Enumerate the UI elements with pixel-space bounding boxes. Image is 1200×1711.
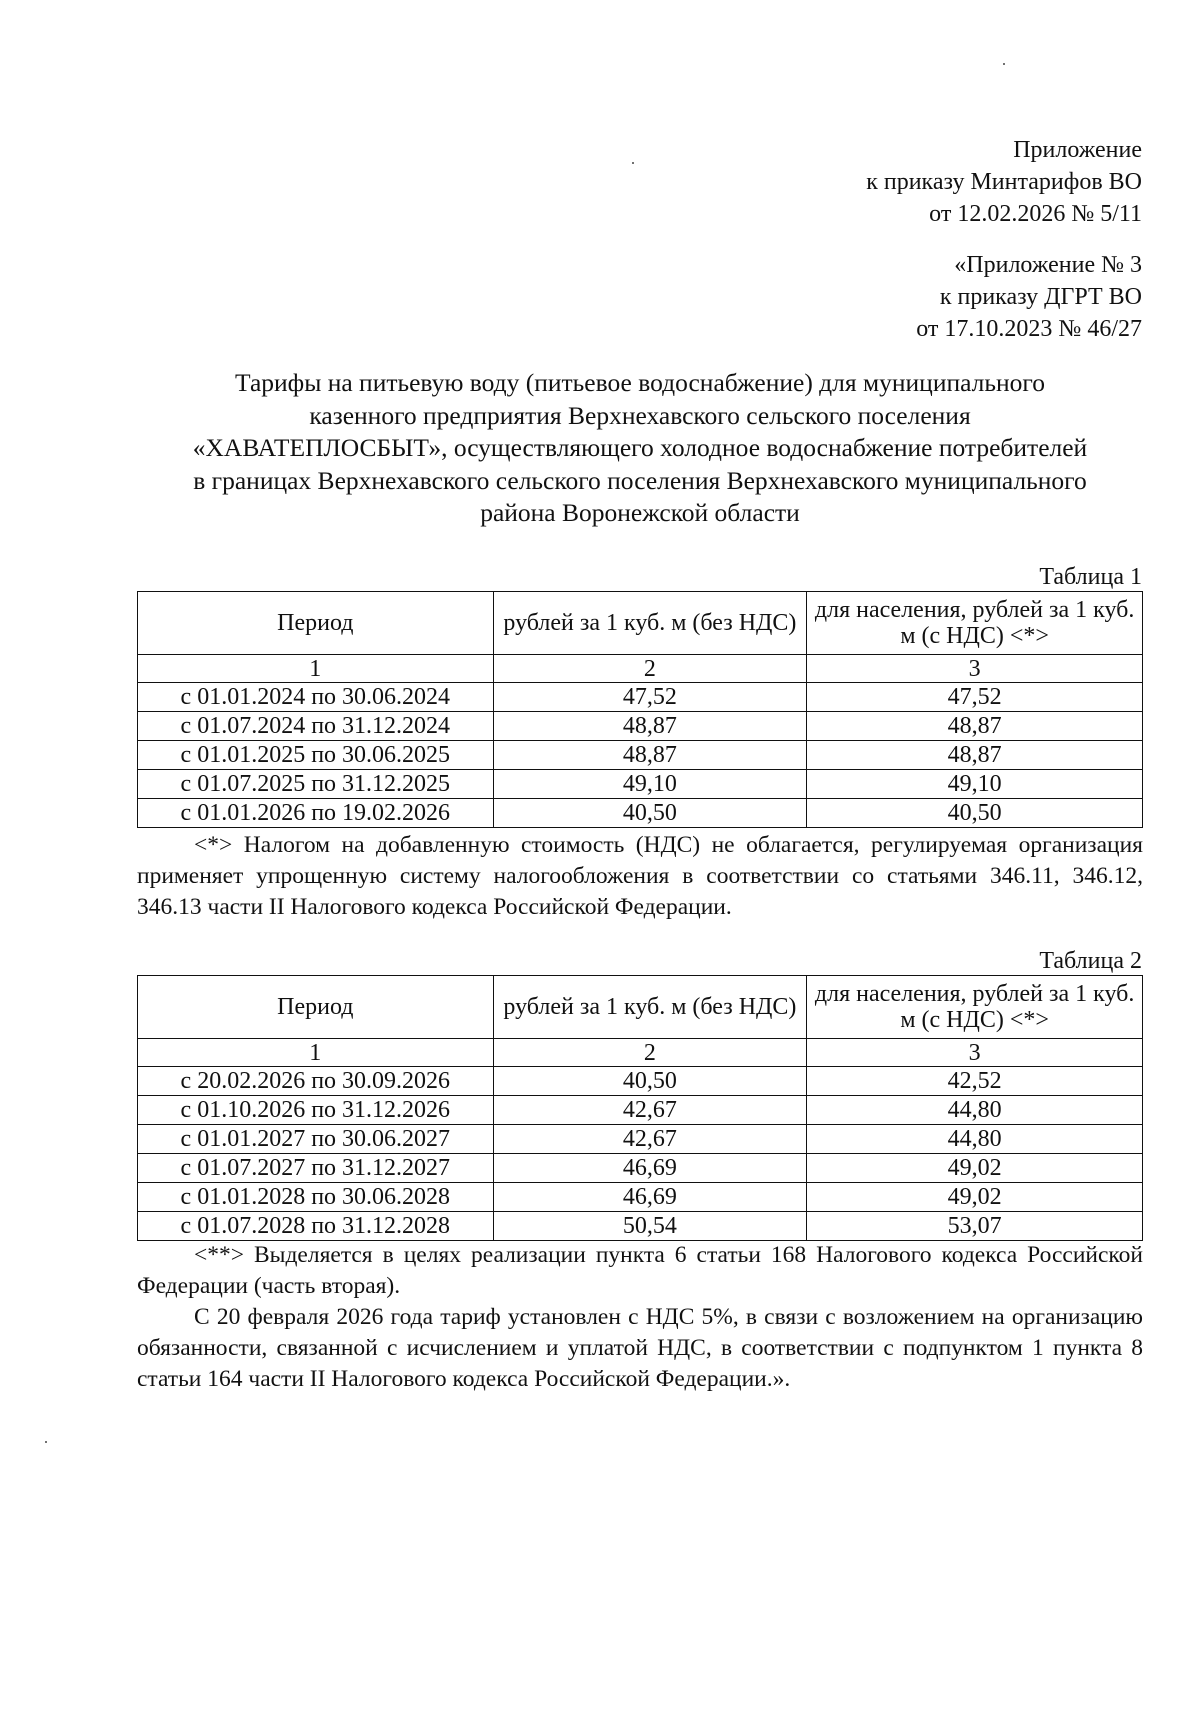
tariff-cell: 46,69 — [493, 1154, 807, 1183]
population-tariff-cell: 48,87 — [807, 741, 1143, 770]
column-number: 3 — [807, 655, 1143, 683]
column-header-population: для населения, рублей за 1 куб. м (с НДС) <*> — [807, 592, 1143, 655]
tariff-cell: 47,52 — [493, 683, 807, 712]
table1-footnote — [137, 830, 1143, 923]
period-cell: с 20.02.2026 по 30.09.2026 — [138, 1067, 494, 1096]
column-number: 2 — [493, 655, 807, 683]
table2-caption: Таблица 2 — [1039, 948, 1142, 974]
column-header-population: для населения, рублей за 1 куб. м (с НДС) <*> — [807, 976, 1143, 1039]
vat-rate-note: С 20 февраля 2026 года тариф установлен с НДС 5%, в связи с возложением на организацию обязанности, связанной с исчислением и уплатой НДС, в соответствии с подпунктом 1 пункта 8 статьи 164 части II Налогового кодекса Российской Федерации.». — [137, 1304, 1143, 1392]
column-number: 2 — [493, 1039, 807, 1067]
table1-caption: Таблица 1 — [1039, 564, 1142, 590]
tariff-cell: 48,87 — [493, 712, 807, 741]
appendix-line: Приложение — [1013, 137, 1142, 163]
table-row — [138, 741, 1143, 770]
vat-allocation-note: <**> Выделяется в целях реализации пункта 6 статьи 168 Налогового кодекса Российской Федерации (часть вторая). — [137, 1242, 1143, 1299]
table2-footnotes — [137, 1240, 1143, 1395]
population-tariff-cell: 49,10 — [807, 770, 1143, 799]
scan-speck — [45, 1441, 47, 1443]
period-cell: с 01.07.2024 по 31.12.2024 — [138, 712, 494, 741]
table-row — [138, 683, 1143, 712]
table-row — [138, 1125, 1143, 1154]
tariff-cell: 42,67 — [493, 1096, 807, 1125]
prior-appendix-line: от 17.10.2023 № 46/27 — [916, 316, 1142, 342]
prior-appendix-header — [916, 249, 1142, 345]
tariff-cell: 50,54 — [493, 1212, 807, 1241]
appendix-line: к приказу Минтарифов ВО — [866, 169, 1142, 195]
period-cell: с 01.01.2027 по 30.06.2027 — [138, 1125, 494, 1154]
column-number: 1 — [138, 655, 494, 683]
appendix-header — [866, 134, 1142, 230]
table-header-row — [138, 976, 1143, 1039]
tariff-cell: 46,69 — [493, 1183, 807, 1212]
period-cell: с 01.01.2025 по 30.06.2025 — [138, 741, 494, 770]
column-header-no-vat: рублей за 1 куб. м (без НДС) — [493, 592, 807, 655]
table-header-row — [138, 592, 1143, 655]
title-line: Тарифы на питьевую воду (питьевое водоснабжение) для муниципального — [235, 368, 1045, 397]
table-row — [138, 712, 1143, 741]
tariff-cell: 49,10 — [493, 770, 807, 799]
population-tariff-cell: 47,52 — [807, 683, 1143, 712]
scan-speck — [632, 162, 634, 164]
period-cell: с 01.07.2027 по 31.12.2027 — [138, 1154, 494, 1183]
prior-appendix-line: «Приложение № 3 — [954, 252, 1142, 278]
table-row — [138, 1067, 1143, 1096]
vat-exemption-note: <*> Налогом на добавленную стоимость (НДС) не облагается, регулируемая организация применяет упрощенную систему налогообложения в соответствии со статьями 346.11, 346.12, 346.13 части II Налогового кодекса Российской Федерации. — [137, 832, 1143, 920]
title-line: «ХАВАТЕПЛОСБЫТ», осуществляющего холодное водоснабжение потребителей — [192, 433, 1088, 462]
table-row — [138, 1154, 1143, 1183]
tariff-cell: 42,67 — [493, 1125, 807, 1154]
title-line: района Воронежской области — [480, 498, 800, 527]
tariff-table-1 — [137, 591, 1143, 828]
tariff-cell: 40,50 — [493, 799, 807, 828]
tariff-cell: 40,50 — [493, 1067, 807, 1096]
column-number: 1 — [138, 1039, 494, 1067]
document-title — [130, 367, 1150, 530]
period-cell: с 01.07.2028 по 31.12.2028 — [138, 1212, 494, 1241]
table-row — [138, 1183, 1143, 1212]
period-cell: с 01.10.2026 по 31.12.2026 — [138, 1096, 494, 1125]
tariff-cell: 48,87 — [493, 741, 807, 770]
appendix-line: от 12.02.2026 № 5/11 — [929, 201, 1142, 227]
period-cell: с 01.01.2024 по 30.06.2024 — [138, 683, 494, 712]
prior-appendix-line: к приказу ДГРТ ВО — [939, 284, 1142, 310]
table-row — [138, 799, 1143, 828]
title-line: в границах Верхнехавского сельского поселения Верхнехавского муниципального — [193, 465, 1087, 495]
period-cell: с 01.07.2025 по 31.12.2025 — [138, 770, 494, 799]
column-number-row — [138, 655, 1143, 683]
population-tariff-cell: 40,50 — [807, 799, 1143, 828]
table-row — [138, 770, 1143, 799]
column-number: 3 — [807, 1039, 1143, 1067]
title-line: казенного предприятия Верхнехавского сельского поселения — [309, 400, 971, 430]
column-number-row — [138, 1039, 1143, 1067]
column-header-period: Период — [138, 592, 494, 655]
population-tariff-cell: 44,80 — [807, 1096, 1143, 1125]
column-header-no-vat: рублей за 1 куб. м (без НДС) — [493, 976, 807, 1039]
population-tariff-cell: 53,07 — [807, 1212, 1143, 1241]
population-tariff-cell: 44,80 — [807, 1125, 1143, 1154]
scan-speck — [1003, 63, 1005, 65]
population-tariff-cell: 49,02 — [807, 1154, 1143, 1183]
period-cell: с 01.01.2026 по 19.02.2026 — [138, 799, 494, 828]
table-row — [138, 1096, 1143, 1125]
population-tariff-cell: 49,02 — [807, 1183, 1143, 1212]
period-cell: с 01.01.2028 по 30.06.2028 — [138, 1183, 494, 1212]
table-row — [138, 1212, 1143, 1241]
tariff-table-2 — [137, 975, 1143, 1241]
population-tariff-cell: 42,52 — [807, 1067, 1143, 1096]
column-header-period: Период — [138, 976, 494, 1039]
population-tariff-cell: 48,87 — [807, 712, 1143, 741]
